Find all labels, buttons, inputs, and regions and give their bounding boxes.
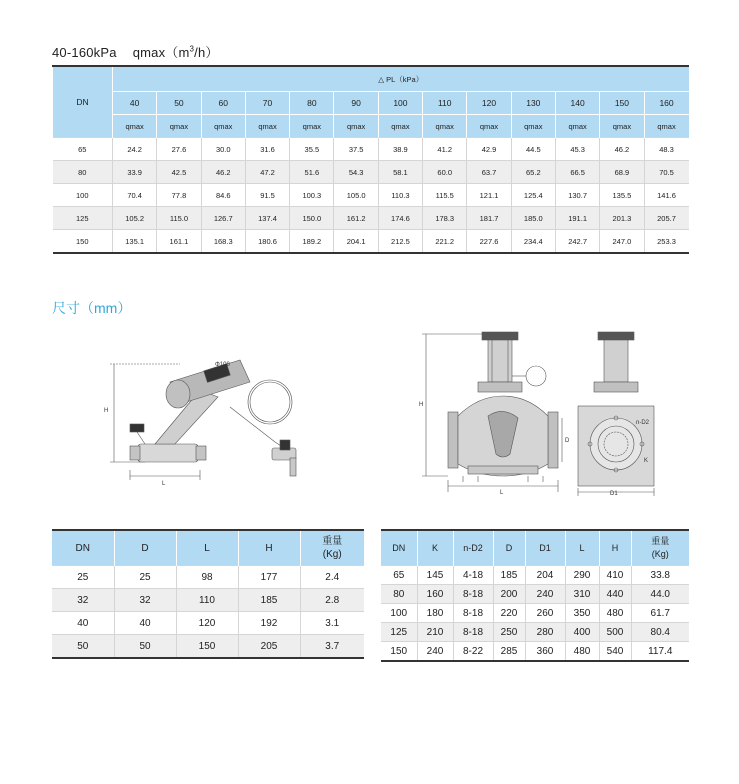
- qmax-cell: 135.1: [113, 230, 157, 254]
- dimension-cell: 61.7: [631, 604, 689, 623]
- qmax-cell: 37.5: [334, 138, 378, 161]
- dimension-cell: 240: [417, 642, 453, 662]
- dimension-cell: 250: [493, 623, 525, 642]
- table-row: [53, 230, 689, 254]
- table-row: [52, 566, 364, 589]
- qmax-cell: 161.2: [334, 207, 378, 230]
- qmax-cell: 181.7: [467, 207, 511, 230]
- qmax-col-header: qmax: [555, 115, 599, 138]
- qmax-cell: 191.1: [555, 207, 599, 230]
- flow-rate-table: [52, 65, 689, 254]
- qmax-cell: 48.3: [644, 138, 688, 161]
- dimension-cell: 65: [381, 566, 417, 585]
- qmax-cell: 121.1: [467, 184, 511, 207]
- qmax-col-header: qmax: [201, 115, 245, 138]
- dimension-cell: 8-18: [453, 623, 493, 642]
- dimension-cell: 25: [114, 566, 176, 589]
- pressure-col-header: 80: [290, 92, 334, 115]
- dimension-heading: 尺寸（mm）: [52, 300, 132, 316]
- dimension-cell: 220: [493, 604, 525, 623]
- right-l-label: L: [500, 490, 504, 496]
- qmax-col-header: qmax: [334, 115, 378, 138]
- pressure-col-header: 100: [378, 92, 422, 115]
- pressure-col-header: 140: [555, 92, 599, 115]
- qmax-cell: 46.2: [600, 138, 644, 161]
- qmax-col-header: qmax: [467, 115, 511, 138]
- qmax-cell: 24.2: [113, 138, 157, 161]
- qmax-col-header: qmax: [600, 115, 644, 138]
- dimension-cell: 100: [381, 604, 417, 623]
- dimension-cell: 2.8: [300, 589, 364, 612]
- qmax-cell: 115.0: [157, 207, 201, 230]
- qmax-cell: 35.5: [290, 138, 334, 161]
- qmax-cell: 30.0: [201, 138, 245, 161]
- dimension-cell: 44.0: [631, 585, 689, 604]
- dimension-cell: 145: [417, 566, 453, 585]
- right-d1-label: D1: [610, 491, 618, 496]
- dimension-cell: 150: [176, 635, 238, 659]
- qmax-cell: 150.0: [290, 207, 334, 230]
- large-header-d1: D1: [525, 530, 565, 566]
- dimension-cell: 80.4: [631, 623, 689, 642]
- left-h-label: H: [104, 408, 109, 414]
- qmax-cell: 205.7: [644, 207, 688, 230]
- dimension-cell: 3.7: [300, 635, 364, 659]
- dimension-cell: 480: [599, 604, 631, 623]
- dimension-cell: 4-18: [453, 566, 493, 585]
- flow-table-heading: [52, 42, 219, 61]
- dimension-cell: 180: [417, 604, 453, 623]
- dimension-cell: 160: [417, 585, 453, 604]
- qmax-cell: 137.4: [245, 207, 289, 230]
- qmax-cell: 189.2: [290, 230, 334, 254]
- dimension-cell: 410: [599, 566, 631, 585]
- pressure-col-header: 150: [600, 92, 644, 115]
- qmax-cell: 180.6: [245, 230, 289, 254]
- large-header-nd2: n-D2: [453, 530, 493, 566]
- qmax-cell: 100.3: [290, 184, 334, 207]
- qmax-cell: 51.6: [290, 161, 334, 184]
- qmax-cell: 105.0: [334, 184, 378, 207]
- qmax-col-header: qmax: [644, 115, 688, 138]
- qmax-cell: 115.5: [423, 184, 467, 207]
- qmax-cell: 242.7: [555, 230, 599, 254]
- qmax-cell: 105.2: [113, 207, 157, 230]
- small-header-l: L: [176, 530, 238, 566]
- qmax-cell: 41.2: [423, 138, 467, 161]
- large-header-l: L: [565, 530, 599, 566]
- dimension-cell: 204: [525, 566, 565, 585]
- large-header-d: D: [493, 530, 525, 566]
- qmax-cell: 33.9: [113, 161, 157, 184]
- pressure-loss-header: △ PL（kPa）: [113, 66, 689, 92]
- qmax-cell: 247.0: [600, 230, 644, 254]
- qmax-cell: 63.7: [467, 161, 511, 184]
- qmax-cell: 60.0: [423, 161, 467, 184]
- dimension-cell: 200: [493, 585, 525, 604]
- qmax-cell: 126.7: [201, 207, 245, 230]
- qmax-cell: 70.4: [113, 184, 157, 207]
- large-header-weight: 重量 (Kg): [631, 530, 689, 566]
- qmax-cell: 234.4: [511, 230, 555, 254]
- dimension-cell: 32: [114, 589, 176, 612]
- dimension-cell: 280: [525, 623, 565, 642]
- dimension-cell: 2.4: [300, 566, 364, 589]
- pressure-col-header: 50: [157, 92, 201, 115]
- qmax-cell: 168.3: [201, 230, 245, 254]
- dimension-cell: 98: [176, 566, 238, 589]
- small-header-weight: 重量 (Kg): [300, 530, 364, 566]
- qmax-cell: 84.6: [201, 184, 245, 207]
- qmax-cell: 178.3: [423, 207, 467, 230]
- qmax-cell: 68.9: [600, 161, 644, 184]
- small-header-h: H: [238, 530, 300, 566]
- qmax-cell: 42.9: [467, 138, 511, 161]
- qmax-cell: 221.2: [423, 230, 467, 254]
- right-k-label: K: [644, 458, 649, 464]
- dimension-cell: 8-18: [453, 604, 493, 623]
- qmax-cell: 54.3: [334, 161, 378, 184]
- dn-header: DN: [53, 66, 113, 138]
- flanged-valve-dimension-table: [381, 529, 689, 662]
- qmax-cell: 91.5: [245, 184, 289, 207]
- dimension-cell: 205: [238, 635, 300, 659]
- pressure-col-header: 40: [113, 92, 157, 115]
- qmax-cell: 70.5: [644, 161, 688, 184]
- large-header-dn: DN: [381, 530, 417, 566]
- dimension-cell: 192: [238, 612, 300, 635]
- left-phi-label: Φ108: [215, 362, 230, 368]
- dimension-cell: 440: [599, 585, 631, 604]
- qmax-cell: 58.1: [378, 161, 422, 184]
- table-row: [381, 623, 689, 642]
- dimension-cell: 50: [52, 635, 114, 659]
- qmax-cell: 45.3: [555, 138, 599, 161]
- table-row: [53, 138, 689, 161]
- dn-cell: 65: [53, 138, 113, 161]
- qmax-cell: 31.6: [245, 138, 289, 161]
- qmax-col-header: qmax: [113, 115, 157, 138]
- qmax-col-header: qmax: [245, 115, 289, 138]
- qmax-cell: 130.7: [555, 184, 599, 207]
- pressure-col-header: 60: [201, 92, 245, 115]
- dimension-cell: 177: [238, 566, 300, 589]
- pressure-col-header: 110: [423, 92, 467, 115]
- small-header-dn: DN: [52, 530, 114, 566]
- dimension-cell: 120: [176, 612, 238, 635]
- dimension-cell: 25: [52, 566, 114, 589]
- table-row: [53, 161, 689, 184]
- table-row: [381, 642, 689, 662]
- qmax-col-header: qmax: [157, 115, 201, 138]
- qmax-cell: 27.6: [157, 138, 201, 161]
- table-row: [53, 184, 689, 207]
- qmax-col-header: qmax: [511, 115, 555, 138]
- dimension-cell: 285: [493, 642, 525, 662]
- dimension-cell: 150: [381, 642, 417, 662]
- dimension-cell: 40: [52, 612, 114, 635]
- large-header-h: H: [599, 530, 631, 566]
- qmax-cell: 253.3: [644, 230, 688, 254]
- qmax-cell: 42.5: [157, 161, 201, 184]
- small-valve-drawing: [100, 352, 320, 492]
- dimension-cell: 260: [525, 604, 565, 623]
- table-row: [53, 207, 689, 230]
- qmax-col-header: qmax: [290, 115, 334, 138]
- right-nd2-label: n-D2: [636, 420, 650, 426]
- dn-cell: 150: [53, 230, 113, 254]
- dimension-cell: 290: [565, 566, 599, 585]
- dn-cell: 80: [53, 161, 113, 184]
- qmax-cell: 212.5: [378, 230, 422, 254]
- qmax-cell: 201.3: [600, 207, 644, 230]
- dimension-cell: 117.4: [631, 642, 689, 662]
- dimension-cell: 350: [565, 604, 599, 623]
- dimension-cell: 310: [565, 585, 599, 604]
- dimension-cell: 360: [525, 642, 565, 662]
- table-row: [52, 635, 364, 659]
- dimension-cell: 50: [114, 635, 176, 659]
- qmax-unit-label: $qmax(m^3/h)$: [132, 44, 219, 60]
- dimension-cell: 32: [52, 589, 114, 612]
- dimension-cell: 210: [417, 623, 453, 642]
- right-d-label: D: [565, 438, 570, 444]
- qmax-cell: 135.5: [600, 184, 644, 207]
- small-valve-dimension-table: [52, 529, 364, 659]
- qmax-cell: 204.1: [334, 230, 378, 254]
- qmax-col-header: qmax: [378, 115, 422, 138]
- qmax-cell: 44.5: [511, 138, 555, 161]
- qmax-cell: 65.2: [511, 161, 555, 184]
- dimension-cell: 540: [599, 642, 631, 662]
- table-row: [381, 585, 689, 604]
- flanged-valve-drawing: [418, 326, 658, 496]
- dimension-cell: 8-18: [453, 585, 493, 604]
- qmax-cell: 77.8: [157, 184, 201, 207]
- qmax-cell: 47.2: [245, 161, 289, 184]
- dimension-cell: 480: [565, 642, 599, 662]
- dimension-cell: 185: [238, 589, 300, 612]
- dimension-cell: 33.8: [631, 566, 689, 585]
- pressure-col-header: 70: [245, 92, 289, 115]
- qmax-cell: 125.4: [511, 184, 555, 207]
- qmax-cell: 227.6: [467, 230, 511, 254]
- left-l-label: L: [162, 481, 166, 487]
- table-row: [381, 604, 689, 623]
- dimension-cell: 125: [381, 623, 417, 642]
- dimension-cell: 400: [565, 623, 599, 642]
- qmax-cell: 141.6: [644, 184, 688, 207]
- dimension-cell: 80: [381, 585, 417, 604]
- qmax-cell: 66.5: [555, 161, 599, 184]
- pressure-col-header: 160: [644, 92, 688, 115]
- table-row: [381, 566, 689, 585]
- qmax-cell: 38.9: [378, 138, 422, 161]
- small-header-d: D: [114, 530, 176, 566]
- pressure-col-header: 130: [511, 92, 555, 115]
- qmax-cell: 185.0: [511, 207, 555, 230]
- qmax-cell: 46.2: [201, 161, 245, 184]
- right-h-label: H: [419, 402, 424, 408]
- dimension-cell: 185: [493, 566, 525, 585]
- qmax-cell: 110.3: [378, 184, 422, 207]
- dimension-cell: 3.1: [300, 612, 364, 635]
- dn-cell: 100: [53, 184, 113, 207]
- dimension-cell: 500: [599, 623, 631, 642]
- pressure-col-header: 120: [467, 92, 511, 115]
- pressure-col-header: 90: [334, 92, 378, 115]
- large-header-k: K: [417, 530, 453, 566]
- dimension-cell: 40: [114, 612, 176, 635]
- qmax-col-header: qmax: [423, 115, 467, 138]
- table-row: [52, 612, 364, 635]
- dn-cell: 125: [53, 207, 113, 230]
- table-row: [52, 589, 364, 612]
- dimension-cell: 110: [176, 589, 238, 612]
- pressure-range-label: 40-160kPa: [52, 45, 117, 60]
- qmax-cell: 161.1: [157, 230, 201, 254]
- dimension-cell: 240: [525, 585, 565, 604]
- dimension-cell: 8-22: [453, 642, 493, 662]
- qmax-cell: 174.6: [378, 207, 422, 230]
